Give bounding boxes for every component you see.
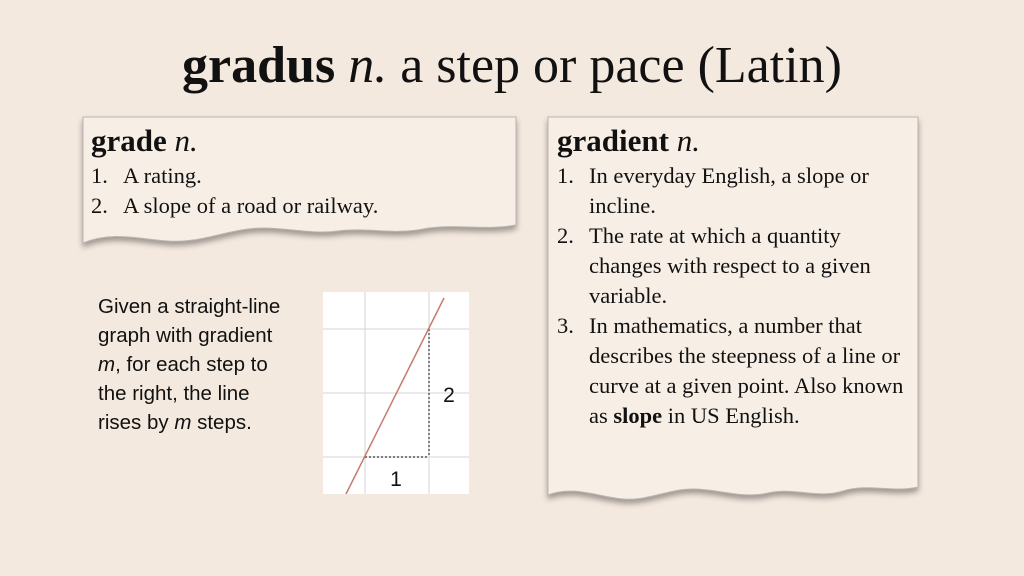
gradient-def2-num: 2.	[557, 223, 574, 248]
gradient-def3-bold: slope	[613, 403, 663, 428]
gradient-definition-2	[557, 221, 917, 311]
run-label: 1	[390, 468, 402, 491]
rise-label: 2	[443, 384, 455, 407]
gradient-definition-1	[557, 161, 917, 221]
gradient-def1-num: 1.	[557, 163, 574, 188]
gradient-definition-card	[548, 117, 920, 507]
grade-pos: n.	[174, 123, 198, 158]
page-title	[0, 32, 1024, 100]
grade-def1-num: 1.	[91, 163, 108, 188]
gradient-def2-text: The rate at which a quantity changes with respect to a given variable.	[589, 223, 871, 308]
grade-def1-text: A rating.	[123, 163, 202, 188]
title-pos: n.	[348, 37, 388, 94]
note-part3: steps.	[191, 411, 252, 434]
gradient-pos: n.	[676, 123, 700, 158]
title-rest: a step or pace (Latin)	[400, 37, 842, 94]
grade-word: grade	[91, 123, 167, 158]
gradient-def3-text-after: in US English.	[662, 403, 800, 428]
gradient-heading	[557, 123, 917, 159]
gradient-graph	[323, 292, 469, 494]
title-word: gradus	[182, 37, 336, 94]
gradient-definition-3	[557, 311, 917, 431]
gradient-word: gradient	[557, 123, 669, 158]
grade-def2-text: A slope of a road or railway.	[123, 193, 379, 218]
gradient-explanation-note	[98, 292, 298, 437]
grade-definition-card	[83, 117, 518, 252]
grade-heading	[91, 123, 511, 159]
grade-definition-1	[91, 161, 511, 191]
note-m2: m	[174, 411, 192, 434]
note-part2: , for each step to the right, the line rises by	[98, 353, 268, 434]
gradient-def1-text: In everyday English, a slope or incline.	[589, 163, 869, 218]
gradient-def3-text-before: In mathematics, a number that describes the steepness of a line or curve at a given point. Also known as	[589, 313, 904, 428]
grade-definition-2	[91, 191, 511, 221]
gradient-def3-num: 3.	[557, 313, 574, 338]
grade-def2-num: 2.	[91, 193, 108, 218]
note-m1: m	[98, 353, 116, 376]
note-part1: Given a straight-line graph with gradient	[98, 295, 281, 347]
